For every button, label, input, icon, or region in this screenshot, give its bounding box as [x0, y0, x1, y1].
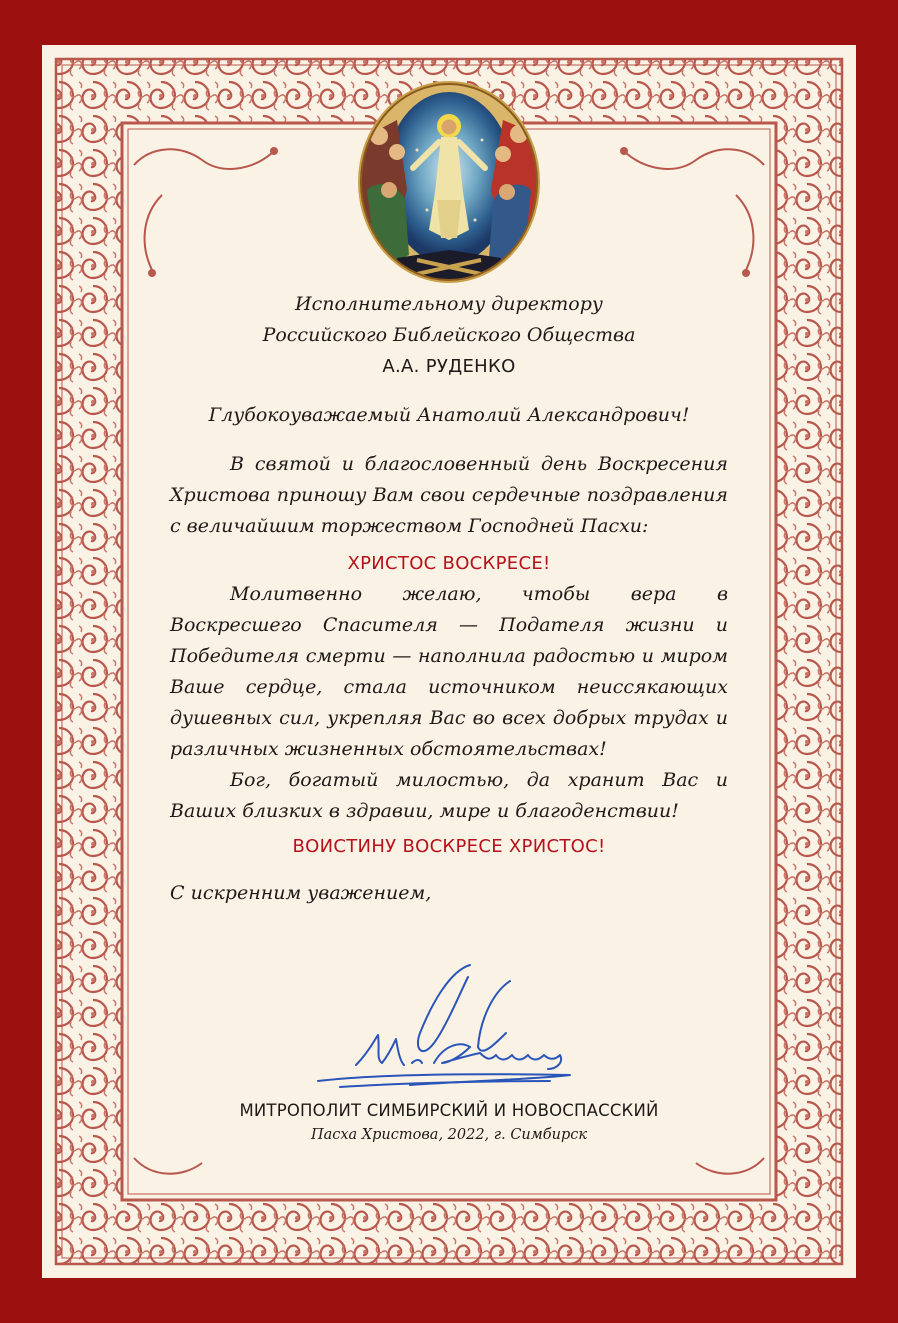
handwritten-signature — [310, 963, 590, 1093]
resurrection-icon — [357, 80, 541, 284]
recipient-position: Исполнительному директору — [295, 293, 603, 315]
paragraph-1: В святой и благословенный день Воскресения Христова приношу Вам свои сердечные поздравления с величайшим торжеством Господней Пасхи: — [170, 453, 728, 537]
signer-title: МИТРОПОЛИТ СИМБИРСКИЙ И НОВОСПАССКИЙ — [239, 1101, 659, 1120]
recipient-organization: Российского Библейского Общества — [262, 324, 636, 346]
paragraph-3: Бог, богатый милостью, да хранит Вас и Ваших близких в здравии, мире и благоденствии! — [170, 769, 728, 822]
recipient-name: А.А. РУДЕНКО — [382, 356, 516, 377]
date-place: Пасха Христова, 2022, г. Симбирск — [310, 1127, 588, 1143]
greeting: Глубокоуважаемый Анатолий Александрович! — [208, 404, 690, 426]
paragraph-2: Молитвенно желаю, чтобы вера в Воскресшего Спасителя — Подателя жизни и Победителя смерти — наполнила радостью и миром Ваше сердце, стала источником неиссякающих душевных сил, укрепляя Вас во всех добрых трудах и различных жизненных обстоятельствах! — [170, 583, 728, 760]
letter-card — [42, 45, 856, 1278]
paschal-greeting: ХРИСТОС ВОСКРЕСЕ! — [347, 553, 551, 574]
letter-body — [170, 289, 728, 909]
paschal-response: ВОИСТИНУ ВОСКРЕСЕ ХРИСТОС! — [292, 836, 606, 857]
closing-line: С искренним уважением, — [170, 882, 432, 904]
